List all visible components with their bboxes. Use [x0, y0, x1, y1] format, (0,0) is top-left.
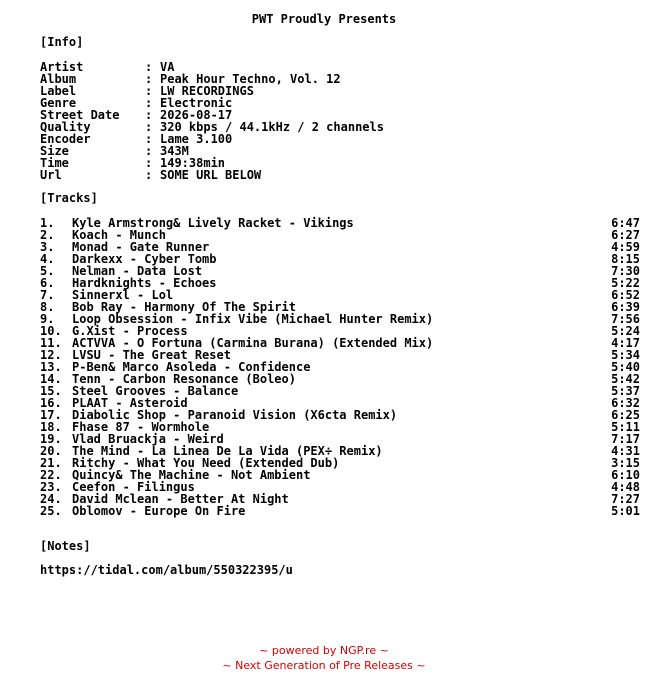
info-key: Street Date [40, 108, 120, 122]
track-title: The Mind - La Linea De La Vida (PEX÷ Remix) [72, 444, 383, 458]
info-value: Lame 3.100 [160, 132, 233, 146]
track-duration: 7:27 [611, 492, 640, 506]
info-value: 343M [160, 144, 189, 158]
track-duration: 5:42 [611, 372, 640, 386]
track-duration: 4:31 [611, 444, 640, 458]
track-number: 24. [40, 492, 62, 506]
track-number: 17. [40, 408, 62, 422]
track-title: Darkexx - Cyber Tomb [72, 252, 217, 266]
track-number: 23. [40, 480, 62, 494]
track-title: Fhase 87 - Wormhole [72, 420, 210, 434]
notes-heading: [Notes] [40, 539, 91, 553]
info-separator: : [145, 84, 153, 98]
track-title: Nelman - Data Lost [72, 264, 203, 278]
info-separator: : [145, 144, 153, 158]
track-title: Oblomov - Europe On Fire [72, 504, 246, 518]
track-duration: 5:22 [611, 276, 640, 290]
track-title: Hardknights - Echoes [72, 276, 217, 290]
info-value: 149:38min [160, 156, 226, 170]
track-number: 8. [40, 300, 55, 314]
info-separator: : [145, 60, 153, 74]
info-key: Size [40, 144, 69, 158]
track-number: 20. [40, 444, 62, 458]
track-duration: 8:15 [611, 252, 640, 266]
track-duration: 6:52 [611, 288, 640, 302]
track-title: Vlad Bruackja - Weird [72, 432, 224, 446]
track-duration: 7:30 [611, 264, 640, 278]
track-duration: 5:34 [611, 348, 640, 362]
track-title: PLAAT - Asteroid [72, 396, 188, 410]
track-title: Bob Ray - Harmony Of The Spirit [72, 300, 296, 314]
footer-powered-by[interactable]: ~ powered by NGP.re ~ [259, 644, 389, 657]
track-title: G.Xist - Process [72, 324, 188, 338]
info-value: VA [160, 60, 175, 74]
track-duration: 5:24 [611, 324, 640, 338]
track-duration: 5:01 [611, 504, 640, 518]
track-duration: 6:39 [611, 300, 640, 314]
track-number: 9. [40, 312, 55, 326]
footer-tagline: ~ Next Generation of Pre Releases ~ [222, 659, 426, 672]
track-number: 22. [40, 468, 62, 482]
track-duration: 6:10 [611, 468, 640, 482]
info-key: Time [40, 156, 69, 170]
track-number: 18. [40, 420, 62, 434]
track-duration: 6:47 [611, 216, 640, 230]
track-duration: 7:17 [611, 432, 640, 446]
track-duration: 4:17 [611, 336, 640, 350]
track-number: 19. [40, 432, 62, 446]
track-number: 14. [40, 372, 62, 386]
info-value: 2026-08-17 [160, 108, 233, 122]
track-duration: 5:11 [611, 420, 640, 434]
track-title: Loop Obsession - Infix Vibe (Michael Hunter Remix) [72, 312, 434, 326]
track-title: Monad - Gate Runner [72, 240, 210, 254]
track-number: 13. [40, 360, 62, 374]
info-separator: : [145, 168, 153, 182]
track-duration: 7:56 [611, 312, 640, 326]
track-number: 25. [40, 504, 62, 518]
track-number: 2. [40, 228, 55, 242]
track-duration: 4:59 [611, 240, 640, 254]
info-key: Label [40, 84, 77, 98]
track-duration: 5:40 [611, 360, 640, 374]
track-duration: 6:32 [611, 396, 640, 410]
track-title: Quincy& The Machine - Not Ambient [72, 468, 311, 482]
track-number: 7. [40, 288, 55, 302]
info-separator: : [145, 132, 153, 146]
info-key: Quality [40, 120, 91, 134]
track-title: Diabolic Shop - Paranoid Vision (X6cta Remix) [72, 408, 398, 422]
track-number: 11. [40, 336, 62, 350]
info-separator: : [145, 120, 153, 134]
track-title: David Mclean - Better At Night [72, 492, 289, 506]
track-title: Sinnerxl - Lol [72, 288, 174, 302]
tracks-heading: [Tracks] [40, 191, 98, 205]
info-value: Peak Hour Techno, Vol. 12 [160, 72, 341, 86]
track-title: Ritchy - What You Need (Extended Dub) [72, 456, 340, 470]
info-separator: : [145, 72, 153, 86]
info-key: Url [40, 168, 62, 182]
track-title: Koach - Munch [72, 228, 166, 242]
track-number: 10. [40, 324, 62, 338]
info-key: Encoder [40, 132, 91, 146]
track-number: 4. [40, 252, 55, 266]
track-title: Kyle Armstrong& Lively Racket - Vikings [72, 216, 354, 230]
info-separator: : [145, 96, 153, 110]
track-duration: 6:27 [611, 228, 640, 242]
info-key: Album [40, 72, 77, 86]
page-header: PWT Proudly Presents [251, 12, 397, 26]
track-number: 6. [40, 276, 55, 290]
info-value: LW RECORDINGS [160, 84, 254, 98]
track-duration: 5:37 [611, 384, 640, 398]
info-separator: : [145, 156, 153, 170]
track-title: Ceefon - Filingus [72, 480, 195, 494]
track-number: 1. [40, 216, 55, 230]
info-value: Electronic [160, 96, 233, 110]
track-title: P-Ben& Marco Asoleda - Confidence [72, 360, 311, 374]
track-duration: 3:15 [611, 456, 640, 470]
notes-url[interactable]: https://tidal.com/album/550322395/u [40, 563, 293, 577]
info-value: 320 kbps / 44.1kHz / 2 channels [160, 120, 384, 134]
track-number: 3. [40, 240, 55, 254]
track-title: Steel Grooves - Balance [72, 384, 239, 398]
track-number: 12. [40, 348, 62, 362]
track-number: 16. [40, 396, 62, 410]
track-duration: 6:25 [611, 408, 640, 422]
track-title: Tenn - Carbon Resonance (Boleo) [72, 372, 296, 386]
info-separator: : [145, 108, 153, 122]
track-duration: 4:48 [611, 480, 640, 494]
track-number: 15. [40, 384, 62, 398]
track-title: ACTVVA - O Fortuna (Carmina Burana) (Extended Mix) [72, 336, 434, 350]
track-number: 5. [40, 264, 55, 278]
track-title: LVSU - The Great Reset [72, 348, 231, 362]
info-heading: [Info] [40, 35, 84, 49]
info-value: SOME URL BELOW [160, 168, 262, 182]
info-key: Artist [40, 60, 84, 74]
track-number: 21. [40, 456, 62, 470]
info-key: Genre [40, 96, 77, 110]
